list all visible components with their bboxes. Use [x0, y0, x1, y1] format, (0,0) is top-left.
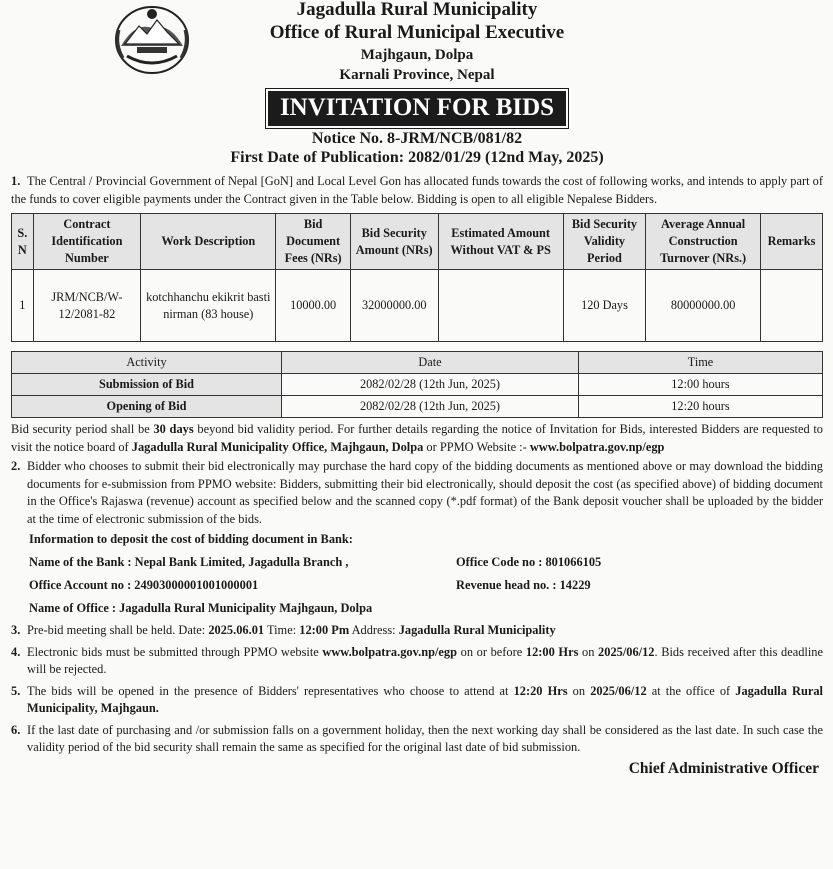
- office-name-bank: Name of Office : Jagadulla Rural Municipality Majhgaun, Dolpa: [29, 601, 373, 615]
- table-cell: 1: [12, 270, 34, 342]
- paragraph-4: 4. Electronic bids must be submitted through PPMO website www.bolpatra.gov.np/egp on or before 12:00 Hrs on 2025/06/12. Bids received after this deadline will be rejected.: [11, 644, 823, 676]
- column-header: Average Annual Construction Turnover (NRs.): [646, 214, 761, 270]
- office-name: Office of Rural Municipal Executive: [269, 22, 565, 43]
- table-cell: 2082/02/28 (12th Jun, 2025): [282, 374, 579, 396]
- column-header: Estimated Amount Without VAT & PS: [438, 214, 563, 270]
- paragraph-number: 2.: [11, 459, 21, 473]
- column-header: Bid Document Fees (NRs): [276, 214, 350, 270]
- notice-number: Notice No. 8-JRM/NCB/081/82: [311, 130, 523, 147]
- municipality-name: Jagadulla Rural Municipality: [296, 0, 538, 20]
- paragraph-5: 5. The bids will be opened in the presence of Bidders' representatives who choose to attend at 12:20 Hrs on 2025/06/12 at the office of Jagadulla Rural Municipality, Majhgaun.: [11, 683, 823, 715]
- column-header: Date: [282, 352, 579, 374]
- banner-wrap: [11, 91, 823, 129]
- paragraph-text: The Central / Provincial Government of Nepal [GoN] and Local Level Gon has allocated funds towards the cost of following works, and intends to apply part of the funds to cover eligible payments under the Contract given in the Table below. Bidding is open to all eligible Nepalese Bidders.: [11, 174, 823, 206]
- security-note: Bid security period shall be 30 days beyond bid validity period. For further details regarding the notice of Invitation for Bids, interested Bidders are requested to visit the notice board of Jagadulla Rural Municipality Office, Majhgaun, Dolpa or PPMO Website :- www.bolpatra.gov.np/egp: [11, 422, 824, 454]
- table-cell: [760, 270, 822, 342]
- table-cell: Opening of Bid: [12, 396, 282, 418]
- paragraph-text: Bidder who chooses to submit their bid electronically may purchase the hard copy of the bidding documents as mentioned above or may download the bidding documents for e-submission from PPMO website: Bidders, submitting their bid electronically, should deposit the cost (as specified above) of bidding document in the Office's Rajaswa (revenue) account as specified below and the scanned copy (*.pdf format) of the Bank deposit voucher shall be uploaded by the bidder at the time of electronic submission of the bids.: [27, 459, 823, 526]
- column-header: Work Description: [141, 214, 276, 270]
- table-cell: 32000000.00: [350, 270, 438, 342]
- column-header: Bid Security Amount (NRs): [350, 214, 438, 270]
- paragraph-1: [11, 173, 823, 208]
- table-cell: 80000000.00: [646, 270, 761, 342]
- paragraph-number: 1.: [11, 174, 21, 188]
- column-header: Activity: [12, 352, 282, 374]
- table-header-row: [12, 352, 823, 374]
- table-row: [12, 396, 823, 418]
- bid-table: [11, 213, 823, 342]
- table-cell: 2082/02/28 (12th Jun, 2025): [282, 396, 579, 418]
- table-cell: 12:00 hours: [579, 374, 823, 396]
- office-address: Majhgaun, Dolpa: [360, 47, 474, 63]
- publication-date: First Date of Publication: 2082/01/29 (12nd May, 2025): [230, 149, 604, 166]
- table-cell: 12:20 hours: [579, 396, 823, 418]
- header: [11, 0, 823, 88]
- column-header: Bid Security Validity Period: [563, 214, 646, 270]
- province: Karnali Province, Nepal: [339, 67, 495, 83]
- office-account: Office Account no : 24903000001001000001: [29, 578, 259, 592]
- invitation-banner: INVITATION FOR BIDS: [268, 91, 566, 126]
- table-cell: JRM/NCB/W-12/2081-82: [33, 270, 140, 342]
- table-row: [12, 270, 823, 342]
- paragraph-6: 6. If the last date of purchasing and /or submission falls on a government holiday, then the next working day shall be considered as the last date. In such case the validity period of the bid security shall remain the same as specified for the original last date of bid submission.: [11, 722, 823, 754]
- revenue-head: Revenue head no. : 14229: [456, 578, 591, 592]
- table-cell: 10000.00: [276, 270, 350, 342]
- signature: Chief Administrative Officer: [628, 759, 819, 777]
- table-cell: kotchhanchu ekikrit basti nirman (83 house): [141, 270, 276, 342]
- table-row: [12, 374, 823, 396]
- column-header: Contract Identification Number: [33, 214, 140, 270]
- schedule-table: [11, 351, 823, 418]
- table-header-row: [12, 214, 823, 270]
- bank-name: Name of the Bank : Nepal Bank Limited, Jagadulla Branch ,: [29, 555, 349, 569]
- paragraph-3: 3. Pre-bid meeting shall be held. Date: 2025.06.01 Time: 12:00 Pm Address: Jagadulla Rural Municipality: [11, 623, 556, 637]
- table-cell: 120 Days: [563, 270, 646, 342]
- column-header: Time: [579, 352, 823, 374]
- table-cell: [438, 270, 563, 342]
- office-code: Office Code no : 801066105: [456, 555, 602, 569]
- paragraph-2: [11, 458, 823, 528]
- bank-info-title: Information to deposit the cost of bidding document in Bank:: [29, 532, 353, 546]
- bank-info: [11, 528, 823, 620]
- column-header: Remarks: [760, 214, 822, 270]
- column-header: S. N: [12, 214, 34, 270]
- table-cell: Submission of Bid: [12, 374, 282, 396]
